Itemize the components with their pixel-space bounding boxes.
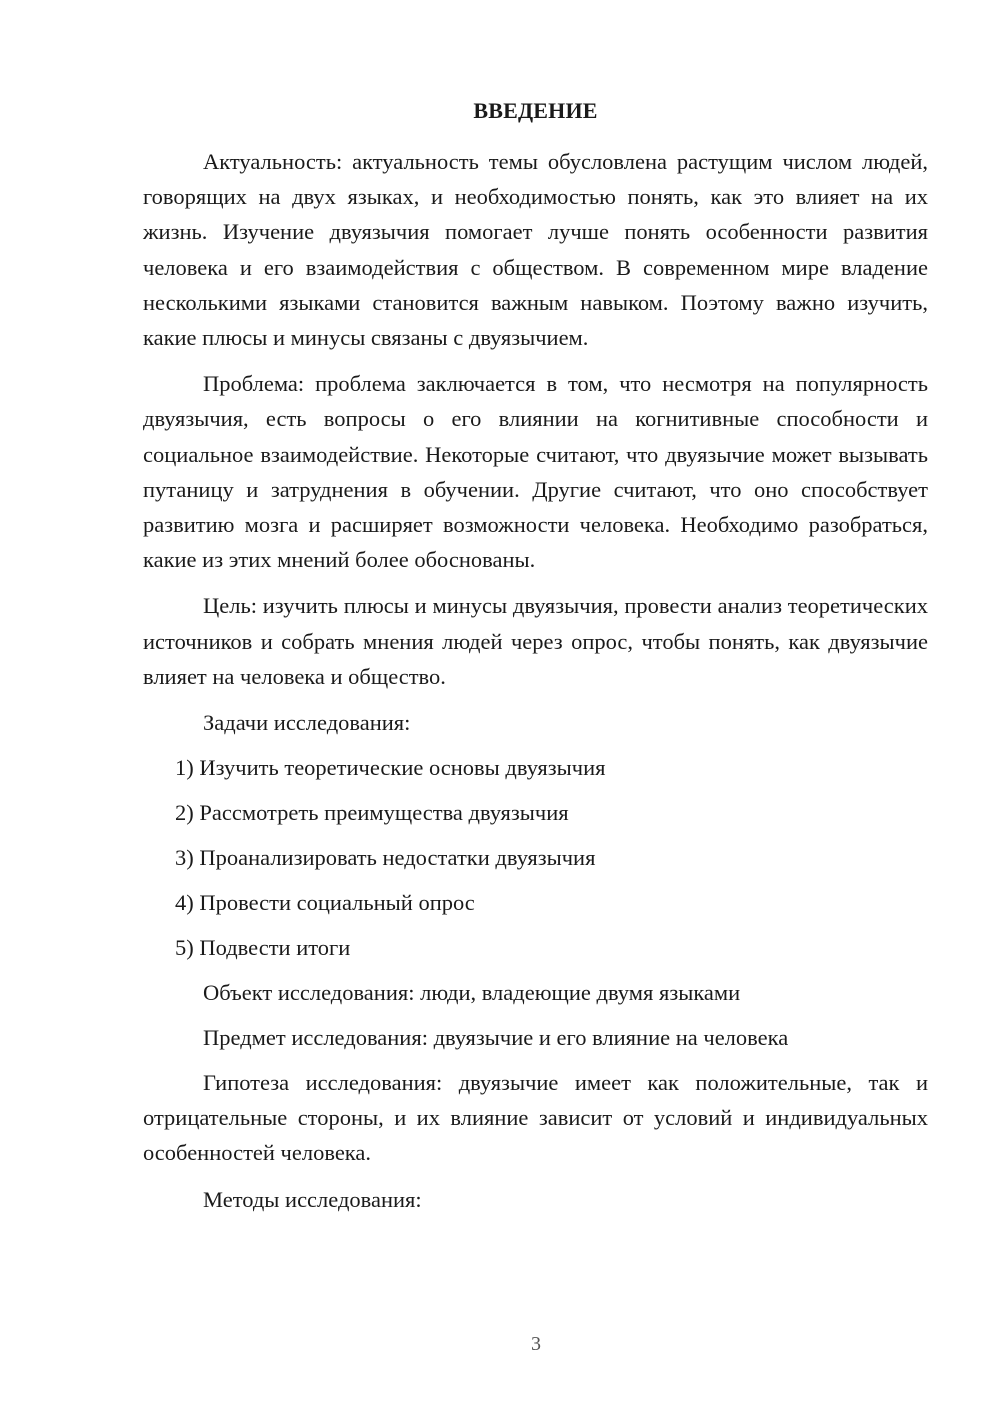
page-number: 3 [531,1333,541,1355]
relevance-paragraph: Актуальность: актуальность темы обусловлена растущим числом людей, говорящих на двух языках, и необходимостью понять, как это влияет на их жизнь. Изучение двуязычия помогает лучше понять особенности развития человека и его взаимодействия с обществом. В современном мире владение несколькими языками становится важным навыком. Поэтому важно изучить, какие плюсы и минусы связаны с двуязычием. [143,149,928,351]
subject-paragraph: Предмет исследования: двуязычие и его влияние на человека [203,1025,789,1051]
task-item-5: 5) Подвести итоги [175,935,351,961]
object-paragraph: Объект исследования: люди, владеющие двумя языками [203,980,741,1006]
task-item-2: 2) Рассмотреть преимущества двуязычия [175,800,569,826]
task-item-3: 3) Проанализировать недостатки двуязычия [175,845,596,871]
methods-heading: Методы исследования: [203,1186,422,1212]
task-item-4: 4) Провести социальный опрос [175,890,475,916]
hypothesis-paragraph: Гипотеза исследования: двуязычие имеет как положительные, так и отрицательные стороны, и их влияние зависит от условий и индивидуальных особенностей человека. [143,1070,928,1166]
goal-paragraph: Цель: изучить плюсы и минусы двуязычия, провести анализ теоретических источников и собрать мнения людей через опрос, чтобы понять, как двуязычие влияет на человека и общество. [143,593,928,689]
task-item-1: 1) Изучить теоретические основы двуязычия [175,755,606,781]
section-title: ВВЕДЕНИЕ [473,98,598,123]
tasks-heading: Задачи исследования: [203,710,411,736]
problem-paragraph: Проблема: проблема заключается в том, что несмотря на популярность двуязычия, есть вопросы о его влиянии на когнитивные способности и социальное взаимодействие. Некоторые считают, что двуязычие может вызывать путаницу и затруднения в обучении. Другие считают, что оно способствует развитию мозга и расширяет возможности человека. Необходимо разобраться, какие из этих мнений более обоснованы. [143,371,928,573]
page-content [143,93,928,1227]
